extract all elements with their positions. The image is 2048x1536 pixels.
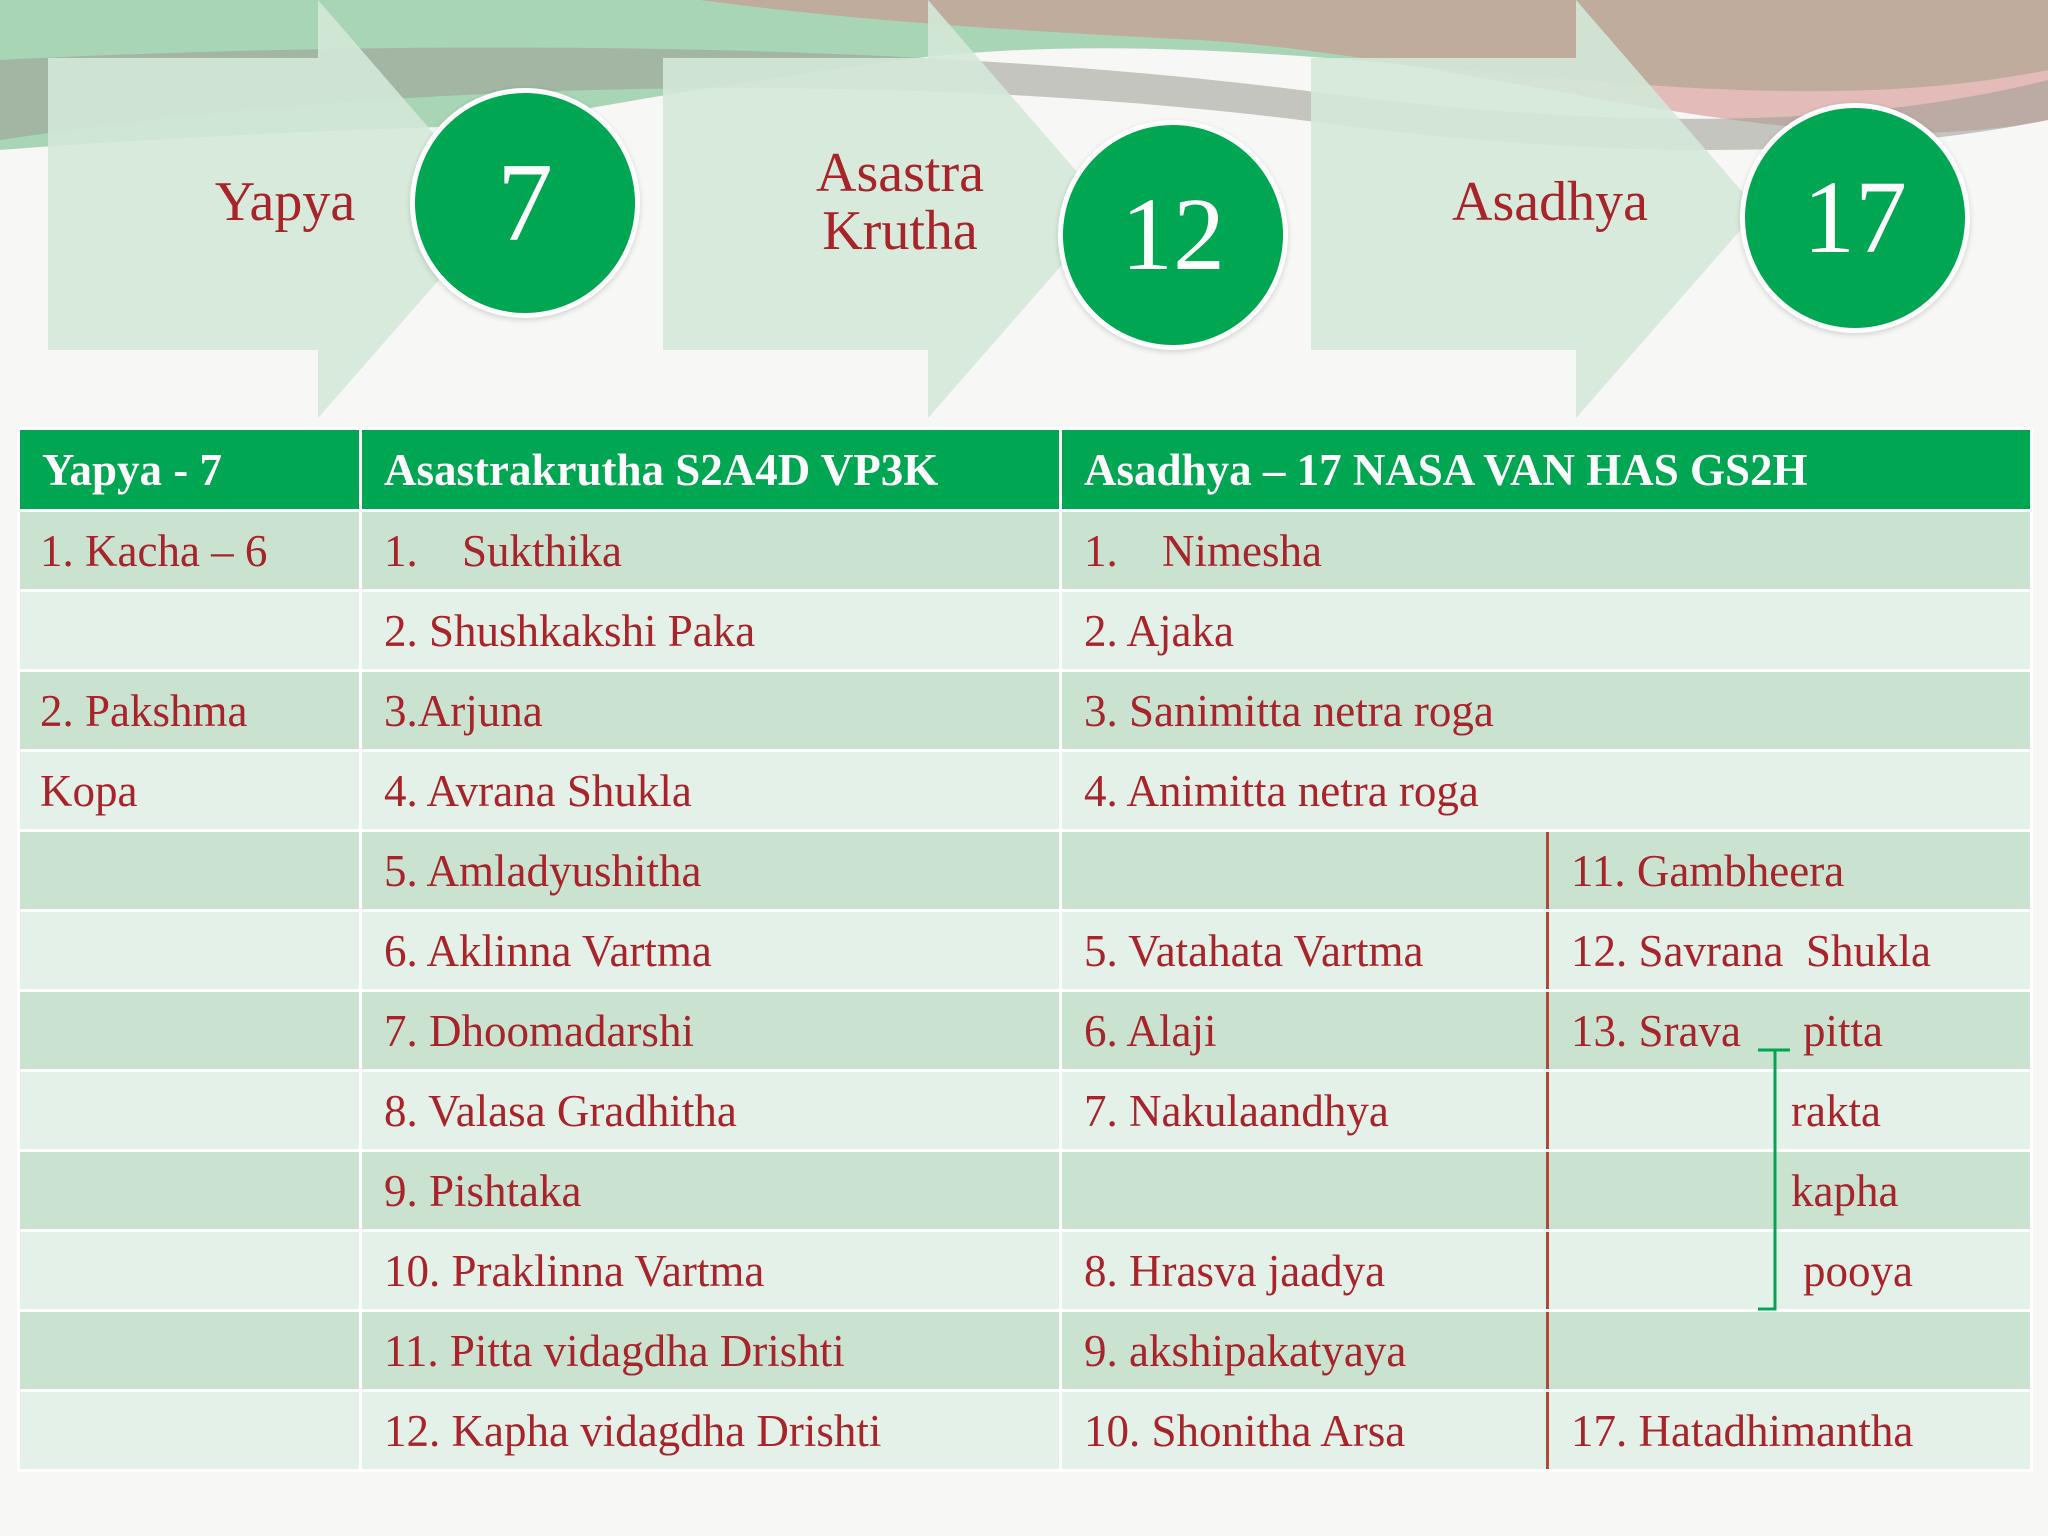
- table-row: [19, 1151, 2032, 1231]
- asastra-cell: 8. Valasa Gradhitha: [361, 1071, 1061, 1151]
- header-asastrakrutha: Asastrakrutha S2A4D VP3K: [361, 429, 1061, 511]
- yapya-cell: [19, 1151, 361, 1231]
- asastra-cell: 9. Pishtaka: [361, 1151, 1061, 1231]
- yapya-cell: [19, 1231, 361, 1311]
- step-label-yapya: Yapya: [214, 171, 356, 233]
- asadhya-item: Nimesha: [1162, 525, 1322, 576]
- asadhya-cell-left: 5. Vatahata Vartma: [1061, 911, 1548, 991]
- table-row: [19, 1311, 2032, 1391]
- yapya-cell: [19, 1311, 361, 1391]
- asastra-cell: 10. Praklinna Vartma: [361, 1231, 1061, 1311]
- yapya-cell: 1. Kacha – 6: [19, 511, 361, 591]
- asadhya-cell-right: [1548, 1311, 2032, 1391]
- asadhya-cell-left: 9. akshipakatyaya: [1061, 1311, 1548, 1391]
- asadhya-cell-left: 7. Nakulaandhya: [1061, 1071, 1548, 1151]
- table-row: [19, 1071, 2032, 1151]
- asadhya-cell-right: 12. Savrana Shukla: [1548, 911, 2032, 991]
- asastra-item: Sukthika: [462, 525, 623, 576]
- table-header-row: [19, 429, 2032, 511]
- srava-type: pitta: [1803, 1005, 1883, 1056]
- asastra-cell: 12. Kapha vidagdha Drishti: [361, 1391, 1061, 1471]
- asastra-cell: [361, 511, 1061, 591]
- table-row: [19, 1391, 2032, 1471]
- list-number: 1.: [1084, 525, 1118, 576]
- disease-classification-table: [17, 427, 2033, 1472]
- asadhya-cell-right: 11. Gambheera: [1548, 831, 2032, 911]
- table-row: [19, 991, 2032, 1071]
- srava-label: 13. Srava: [1571, 1005, 1741, 1056]
- asastra-cell: 4. Avrana Shukla: [361, 751, 1061, 831]
- asadhya-cell-right: [1548, 1231, 2032, 1311]
- step-label-asastra-krutha: Asastra Krutha: [816, 142, 984, 262]
- badge-yapya-count: 7: [410, 88, 640, 318]
- srava-type: rakta: [1791, 1085, 1881, 1136]
- yapya-cell: [19, 911, 361, 991]
- asadhya-cell-right: [1548, 1071, 2032, 1151]
- yapya-cell: Kopa: [19, 751, 361, 831]
- table-row: [19, 591, 2032, 671]
- badge-asastra-count: 12: [1058, 120, 1288, 350]
- asadhya-cell-left: [1061, 1151, 1548, 1231]
- badge-asadhya-count: 17: [1740, 103, 1970, 333]
- asastra-cell: 2. Shushkakshi Paka: [361, 591, 1061, 671]
- asastra-cell: 3.Arjuna: [361, 671, 1061, 751]
- asadhya-cell: 4. Animitta netra roga: [1061, 751, 2032, 831]
- asadhya-cell-left: 8. Hrasva jaadya: [1061, 1231, 1548, 1311]
- asadhya-cell: 2. Ajaka: [1061, 591, 2032, 671]
- asadhya-cell: [1061, 511, 2032, 591]
- step-label-asadhya: Asadhya: [1452, 171, 1648, 233]
- header-asadhya: Asadhya – 17 NASA VAN HAS GS2H: [1061, 429, 2032, 511]
- asadhya-cell-left: 6. Alaji: [1061, 991, 1548, 1071]
- asastra-cell: 7. Dhoomadarshi: [361, 991, 1061, 1071]
- table-row: [19, 511, 2032, 591]
- asadhya-cell-right: 17. Hatadhimantha: [1548, 1391, 2032, 1471]
- table-row: [19, 1231, 2032, 1311]
- srava-type: kapha: [1791, 1165, 1899, 1216]
- asastra-cell: 5. Amladyushitha: [361, 831, 1061, 911]
- asadhya-cell-left: [1061, 831, 1548, 911]
- table-row: [19, 831, 2032, 911]
- asastra-cell: 6. Aklinna Vartma: [361, 911, 1061, 991]
- table-row: [19, 751, 2032, 831]
- asastra-cell: 11. Pitta vidagdha Drishti: [361, 1311, 1061, 1391]
- srava-type: pooya: [1803, 1245, 1913, 1296]
- header-yapya: Yapya - 7: [19, 429, 361, 511]
- yapya-cell: [19, 831, 361, 911]
- yapya-cell: [19, 991, 361, 1071]
- asadhya-cell-right: [1548, 991, 2032, 1071]
- yapya-cell: 2. Pakshma: [19, 671, 361, 751]
- asadhya-cell-left: 10. Shonitha Arsa: [1061, 1391, 1548, 1471]
- asadhya-cell: 3. Sanimitta netra roga: [1061, 671, 2032, 751]
- table-row: [19, 671, 2032, 751]
- list-number: 1.: [384, 525, 418, 576]
- yapya-cell: [19, 1071, 361, 1151]
- yapya-cell: [19, 1391, 361, 1471]
- yapya-cell: [19, 591, 361, 671]
- table-row: [19, 911, 2032, 991]
- asadhya-cell-right: [1548, 1151, 2032, 1231]
